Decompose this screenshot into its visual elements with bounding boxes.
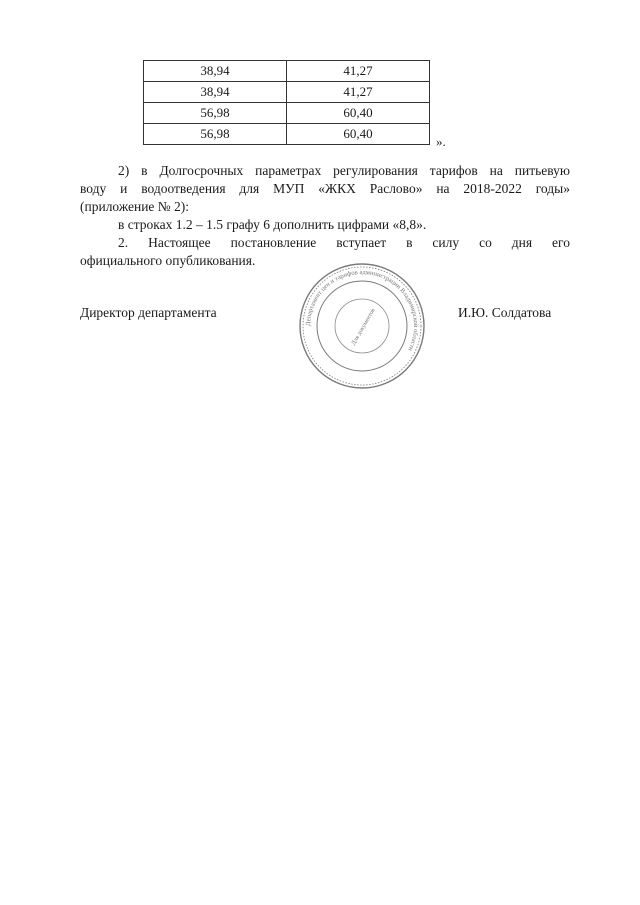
paragraph-2-line-2: воду и водоотведения для МУП «ЖКХ Раслово» на 2018-2022 годы» (80, 181, 570, 196)
paragraph-2-line-3: (приложение № 2): (80, 199, 190, 214)
table-cell: 60,40 (287, 103, 430, 124)
table-cell: 60,40 (287, 124, 430, 145)
table-cell: 41,27 (287, 61, 430, 82)
table-row (144, 61, 430, 82)
table-row (144, 103, 430, 124)
signatory-position: Директор департамента (80, 305, 217, 320)
paragraph-effective-date-line-1: 2. Настоящее постановление вступает в силу со дня его (118, 235, 570, 250)
table-cell: 38,94 (144, 82, 287, 103)
table-row (144, 124, 430, 145)
stamp-center-text: Для документов (350, 307, 377, 347)
stamp-outer-text: Департамент цен и тарифов администрации Владимирской области (304, 268, 420, 352)
closing-quote-mark: ». (436, 134, 446, 149)
signatory-name: И.Ю. Солдатова (458, 305, 552, 320)
table-row (144, 82, 430, 103)
table-cell: 38,94 (144, 61, 287, 82)
paragraph-effective-date-line-2: официального опубликования. (80, 253, 256, 268)
table-cell: 56,98 (144, 124, 287, 145)
table-cell: 41,27 (287, 82, 430, 103)
paragraph-rows-addition: в строках 1.2 – 1.5 графу 6 дополнить цифрами «8,8». (118, 217, 427, 232)
table-cell: 56,98 (144, 103, 287, 124)
official-seal-stamp (298, 262, 426, 390)
paragraph-2-line-1: 2) в Долгосрочных параметрах регулирования тарифов на питьевую (118, 163, 570, 178)
tariff-table (143, 60, 430, 145)
